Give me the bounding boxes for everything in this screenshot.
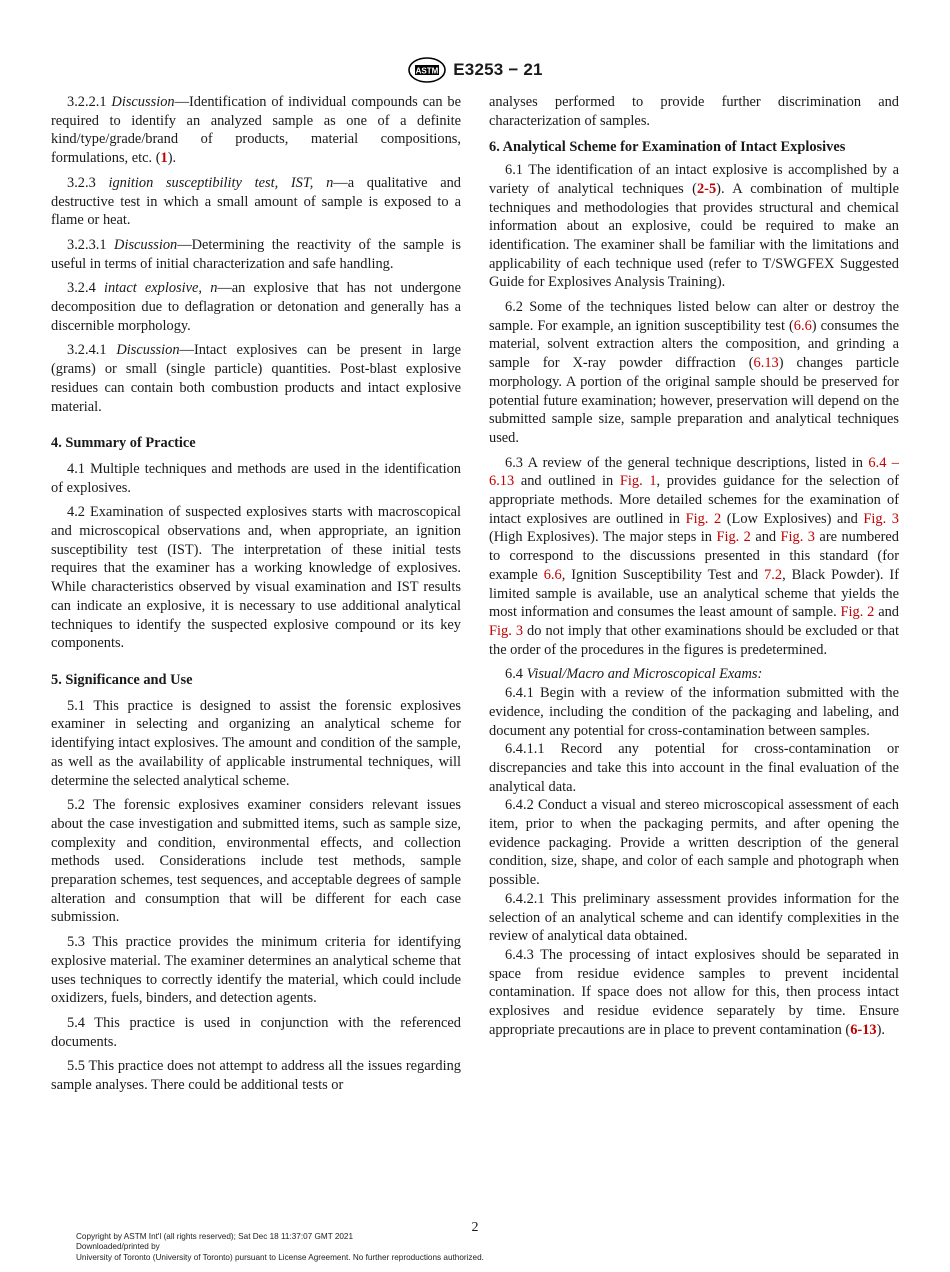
figure-link[interactable]: Fig. 3 — [489, 622, 524, 639]
para-6-4-3: 6.4.3 The processing of intact explosives should be separated in space from residue evidence samples to prevent incidental contamination. If space does not allow for this, then process intact explosives and residue evidence separately by time. Ensure appropriate precautions are in place to prevent contamination (6-13). — [489, 946, 899, 1038]
para-6-4: 6.4 Visual/Macro and Microscopical Exams: — [505, 666, 763, 683]
para-6-4-2-1: 6.4.2.1 This preliminary assessment provides information for the selection of an analytical scheme and can identify complexities in the review of analytical data obtained. — [489, 890, 899, 945]
para-5-1: 5.1 This practice is designed to assist the forensic explosives examiner in selecting and organizing an analytical scheme for identifying intact explosives. The amount and condition of the sample, as well as the availability of applicable instrumental techniques, will determine the selected analytical scheme. — [51, 697, 461, 789]
para-3-2-3-1: 3.2.3.1 Discussion—Determining the reactivity of the sample is useful in terms of initial characterization and safe handling. — [51, 236, 461, 272]
section-heading-4: 4. Summary of Practice — [51, 435, 196, 452]
para-5-2: 5.2 The forensic explosives examiner considers relevant issues about the case investigation and submitted items, such as sample size, complexity and condition, environmental effects, and collection methods used. Considerations include test methods, sample preparation schemes, test sequences, and acceptable degrees of sample alteration and consumption that will be different for each case submission. — [51, 797, 461, 926]
left-column — [51, 93, 461, 1101]
para-continued: analyses performed to provide further discrimination and characterization of samples. — [489, 94, 899, 129]
para-6-4-1: 6.4.1 Begin with a review of the information submitted with the evidence, including the condition of the packaging and labeling, and document any potential for cross-contamination between samples. — [489, 685, 899, 739]
figure-link[interactable]: Fig. 1 — [619, 473, 657, 490]
figure-link[interactable]: Fig. 2 — [685, 510, 722, 527]
reference-link[interactable]: 6-13 — [850, 1021, 877, 1038]
para-3-2-4: 3.2.4 intact explosive, n—an explosive that has not undergone decomposition due to deflagration or detonation and generally has a discernible morphology. — [51, 280, 461, 334]
para-6-3: 6.3 A review of the general technique descriptions, listed in 6.4 – 6.13 and outlined in Fig. 1, provides guidance for the selection of appropriate methods. More detailed schemes for the examination of intact explosives are outlined in Fig. 2 (Low Explosives) and Fig. 3 (High Explosives). The major steps in Fig. 2 and Fig. 3 are numbered to correspond to the discussions presented in this standard (for example 6.6, Ignition Susceptibility Test and 7.2, Black Powder). If limited sample is available, use an analytical scheme that yields the most information and consumes the least amount of sample. Fig. 2 and Fig. 3 do not imply that other examinations should be excluded or that the order of the procedures in the figures is predetermined. — [489, 454, 900, 658]
section-link[interactable]: 6.13 — [753, 355, 779, 372]
para-6-2: 6.2 Some of the techniques listed below can alter or destroy the sample. For example, an ignition susceptibility test (6.6) consumes the material, solvent extraction alters the composition, and grinding a sample for X-ray powder diffraction (6.13) changes particle morphology. A portion of the original sample should be preserved for potential future examination; however, preservation will depend on the submitted sample size, sample preparation and analytical techniques used. — [489, 299, 900, 446]
para-5-5: 5.5 This practice does not attempt to address all the issues regarding sample analyses. There could be additional tests or — [51, 1058, 461, 1094]
reference-link[interactable]: 1 — [160, 150, 168, 167]
section-heading-5: 5. Significance and Use — [51, 671, 193, 688]
para-3-2-2-1: 3.2.2.1 Discussion—Identification of individual compounds can be required to identify an analyzed sample as one of a definite kind/type/grade/brand of products, material compositions, formulations, etc. (1). — [51, 94, 461, 167]
footer-line: University of Toronto (University of Toronto) pursuant to License Agreement. No further reproductions authorized. — [76, 1252, 484, 1262]
figure-link[interactable]: Fig. 2 — [840, 604, 875, 621]
right-column — [489, 93, 899, 1039]
para-6-4-1-1: 6.4.1.1 Record any potential for cross-contamination or discrepancies and take this into account in the final evaluation of the analytical data. — [489, 741, 899, 795]
section-link[interactable]: 6.6 — [793, 317, 812, 334]
copyright-footer — [76, 1232, 484, 1263]
para-5-3: 5.3 This practice provides the minimum criteria for identifying explosive material. The examiner determines an analytical scheme that uses techniques to correctly identify the material, which could include oxidizers, fuels, binders, and detection agents. — [51, 934, 461, 1007]
para-3-2-4-1: 3.2.4.1 Discussion—Intact explosives can be present in large (grams) or small (single particle) quantities. Post-blast explosive residues can contain both combustion products and intact explosive material. — [51, 342, 462, 415]
figure-link[interactable]: Fig. 3 — [780, 529, 815, 546]
para-5-4: 5.4 This practice is used in conjunction with the referenced documents. — [51, 1014, 461, 1050]
reference-link[interactable]: 2-5 — [696, 180, 717, 197]
figure-link[interactable]: Fig. 3 — [863, 510, 899, 527]
svg-text:ASTM: ASTM — [415, 66, 439, 76]
section-link[interactable]: 7.2 — [764, 566, 783, 583]
para-3-2-3: 3.2.3 ignition susceptibility test, IST, n—a qualitative and destructive test in which a small amount of sample is exposed to a flame or heat. — [51, 174, 461, 229]
astm-logo-icon — [407, 57, 447, 83]
figure-link[interactable]: Fig. 2 — [716, 529, 751, 546]
footer-line: Copyright by ASTM Int'l (all rights reserved); Sat Dec 18 11:37:07 GMT 2021 — [76, 1232, 354, 1241]
page-header — [0, 56, 950, 84]
para-4-2: 4.2 Examination of suspected explosives starts with macroscopical and microscopical observations and, when appropriate, an ignition susceptibility test (IST). The interpretation of these initial tests requires that the examiner has a working knowledge of explosives. While characteristics observed by visual examination and IST results can indicate an explosive, it is necessary to use additional analytical techniques to identify the suspected explosive compound or its key components. — [51, 504, 461, 652]
para-6-4-2: 6.4.2 Conduct a visual and stereo microscopical assessment of each item, prior to when the packaging permits, and after opening the evidence packaging. Provide a written description of the general condition, size, shape, and color of each sample and photograph when possible. — [489, 797, 899, 889]
section-link[interactable]: 6.4 – 6.13 — [489, 454, 899, 490]
section-link[interactable]: 6.6 — [543, 566, 562, 583]
document-id: E3253 − 21 — [453, 60, 543, 79]
section-heading-6: 6. Analytical Scheme for Examination of Intact Explosives — [489, 139, 846, 156]
footer-line: Downloaded/printed by — [76, 1242, 160, 1252]
para-4-1: 4.1 Multiple techniques and methods are used in the identification of explosives. — [51, 460, 461, 496]
para-6-1: 6.1 The identification of an intact explosive is accomplished by a variety of analytical techniques (2-5). A combination of multiple techniques and methodologies that provides structural and chemical information about an explosive, could be required to make an identification. The examiner shall be familiar with the limitations and applicability of each technique used (refer to T/SWGFEX Suggested Guide for Explosives Analysis Training). — [489, 162, 899, 291]
page-number: 2 — [471, 1220, 479, 1235]
